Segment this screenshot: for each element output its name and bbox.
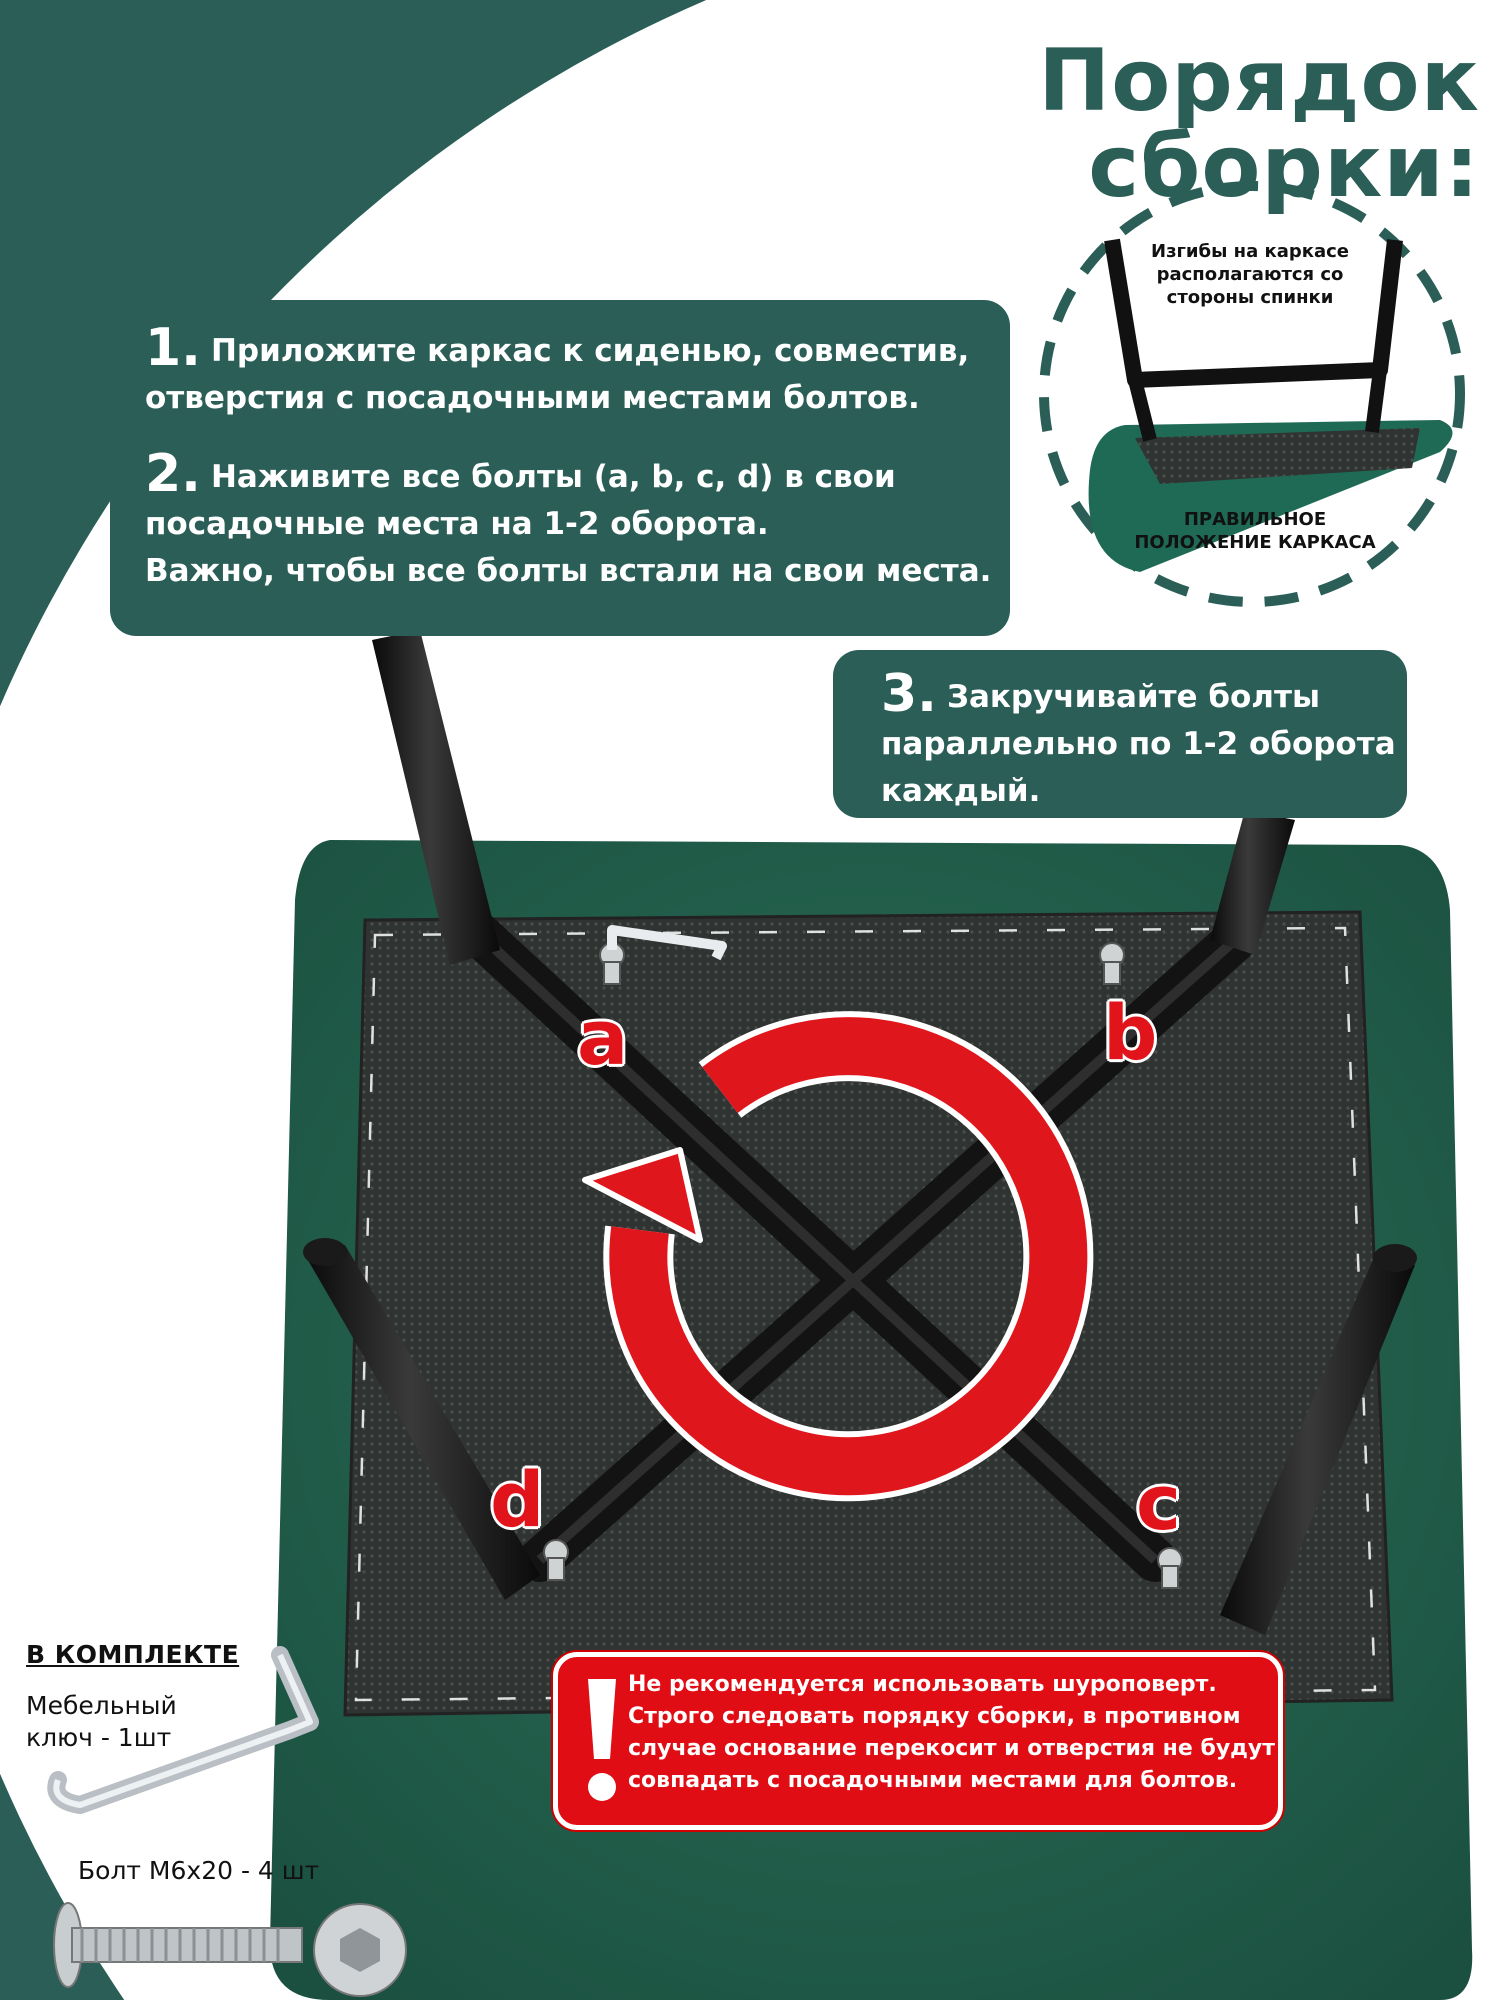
bolt-label-a: a <box>577 993 629 1082</box>
warning-line: совпадать с посадочными местами для болтов. <box>628 1768 1238 1793</box>
step-number: 1. <box>145 318 201 378</box>
kit-bolt-label: Болт М6х20 - 4 шт <box>78 1856 320 1885</box>
step-line: Важно, чтобы все болты встали на свои места. <box>145 553 992 589</box>
step-line: Наживите все болты (a, b, c, d) в свои <box>210 459 896 495</box>
step-line: Закручивайте болты <box>946 679 1321 715</box>
step-number: 2. <box>145 444 201 504</box>
warning-line: Не рекомендуется использовать шуроповерт. <box>628 1672 1217 1697</box>
step-number: 3. <box>881 664 937 724</box>
step-line: параллельно по 1-2 оборота <box>881 726 1396 762</box>
warning-text <box>628 1669 1276 1797</box>
exclamation-icon <box>582 1675 622 1805</box>
step-line: посадочные места на 1-2 оборота. <box>145 506 769 542</box>
kit-allen-key-label <box>26 1690 226 1754</box>
note-line: Изгибы на каркасе <box>1151 241 1349 262</box>
step-line: каждый. <box>881 773 1041 809</box>
note-line: располагаются со <box>1156 264 1344 285</box>
warning-box <box>553 1652 1283 1830</box>
step-3 <box>881 664 1396 815</box>
label-line: ПРАВИЛЬНОЕ <box>1183 509 1327 530</box>
steps-panel <box>110 300 1010 636</box>
kit-line: ключ - 1шт <box>26 1723 172 1752</box>
bolt-label-d: d <box>490 1455 545 1544</box>
note-line: стороны спинки <box>1166 287 1334 308</box>
bolt-label-b: b <box>1103 988 1158 1077</box>
label-line: ПОЛОЖЕНИЕ КАРКАСА <box>1134 532 1376 553</box>
page-title: Порядок сборки: <box>1038 31 1480 217</box>
bolt-label-c: c <box>1136 1458 1182 1547</box>
warning-line: случае основание перекосит и отверстия не будут <box>628 1736 1276 1761</box>
step-1 <box>145 318 970 422</box>
step-2 <box>145 444 992 595</box>
correct-position-label <box>1125 508 1385 554</box>
warning-line: Строго следовать порядку сборки, в противном <box>628 1704 1241 1729</box>
step-line: Приложите каркас к сиденью, совместив, <box>210 333 970 369</box>
kit-heading: В КОМПЛЕКТЕ <box>26 1640 240 1669</box>
step-line: отверстия с посадочными местами болтов. <box>145 380 920 416</box>
step-3-panel <box>833 650 1407 818</box>
frame-bend-note <box>1130 240 1370 309</box>
kit-line: Мебельный <box>26 1691 177 1720</box>
